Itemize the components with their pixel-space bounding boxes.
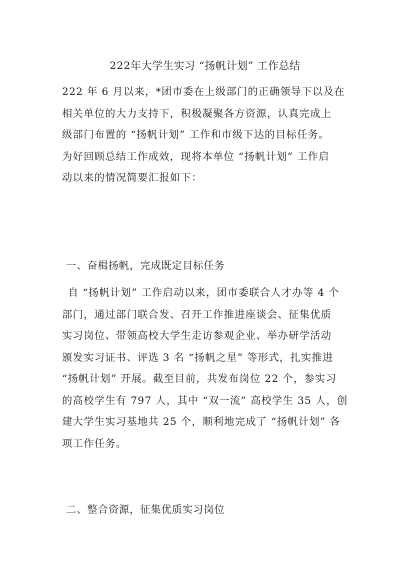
section1-line: 建大学生实习基地共 25 个，顺利地完成了 “扬帆计划” 各 <box>62 417 341 428</box>
section1-paragraph <box>62 283 356 455</box>
intro-line: 222 年 6 月以来，*团市委在上级部门的正确领导下以及在 <box>62 87 345 98</box>
intro-paragraph <box>62 82 356 190</box>
section-heading-2: 二、整合资源，征集优质实习岗位 <box>66 505 225 516</box>
section1-line: “扬帆计划” 开展。截至目前，共发布岗位 22 个，参实习 <box>62 374 337 385</box>
section1-line: 部门，通过部门联合发、召开工作推进座谈会、征集优质 <box>62 309 332 321</box>
section1-line: 的高校学生有 797 人，其中 “双一流” 高校学生 35 人，创 <box>62 395 348 407</box>
intro-line: 动以来的情况简要汇报如下： <box>62 173 203 184</box>
intro-line: 为好回顾总结工作成效，现将本单位 “扬帆计划” 工作启 <box>62 151 330 163</box>
section-heading-1: 一、奋楫扬帆，完成既定目标任务 <box>66 261 225 272</box>
section1-line: 自 “扬帆计划” 工作启动以来，团市委联合人才办等 4 个 <box>68 288 340 299</box>
section1-line: 实习岗位、带领高校大学生走访参观企业、举办研学活动 <box>62 331 332 342</box>
intro-line: 级部门布置的 “扬帆计划” 工作和市级下达的目标任务。 <box>62 130 330 141</box>
intro-line: 相关单位的大力支持下，积极凝聚各方资源，认真完成上 <box>62 108 332 120</box>
section1-line: 项工作任务。 <box>62 438 127 450</box>
section1-line: 颁发实习证书、评选 3 名 “扬帆之星” 等形式，扎实推进 <box>62 352 334 364</box>
document-title: 222年大学生实习 “扬帆计划” 工作总结 <box>109 60 301 72</box>
